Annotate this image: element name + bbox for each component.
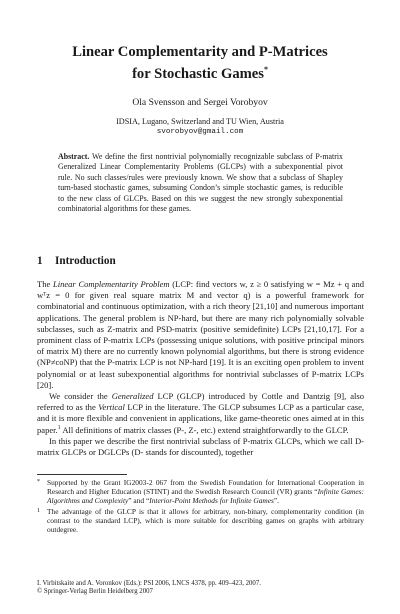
- footnote-rule: [37, 474, 127, 475]
- publication-footer: [37, 580, 364, 597]
- body-text: [37, 279, 364, 458]
- affiliation-block: [0, 117, 400, 137]
- text-run: I. Virbitskaite and A. Voronkov (Eds.): PSI 2006, LNCS 4378, pp. 409–: [37, 580, 233, 587]
- paragraph-2: [37, 391, 364, 436]
- section-number: 1: [37, 255, 43, 267]
- vertical-term: Vertical: [98, 402, 125, 413]
- grant-title: Infinite Games: Algorithms and Complexity: [47, 487, 364, 506]
- text-run: . For a prominent class of P-matrix LCPs (possessing unique solutions, with positive principal minors of matrix M) there are no currently known polynomial algorithms, but there is strong evidence (NP≠coNP) that the P-matrix LCP is not NP-hard: [37, 323, 364, 368]
- text-run: The advantage of the GLCP is that it allows for arbitrary, non-binary, complementarity condition (in contrast to the standard LCP), which is more suitable for describing games on graphs with arbitrary outdegree.: [47, 506, 364, 535]
- lcp-term: Linear Complementarity Problem: [52, 279, 170, 289]
- text-run: .: [51, 379, 54, 390]
- page-range-link[interactable]: 423: [232, 580, 243, 587]
- abstract-label: Abstract.: [58, 152, 90, 161]
- text-run: and numerous important applications. The general problem is NP-hard, but there are many rich polynomially solvable subclasses, such as Z-matrix and PSD-matrix (positive semidefinite) LCPs: [37, 301, 364, 334]
- citation-link[interactable]: [19]: [209, 357, 224, 368]
- publication-info: [37, 580, 364, 588]
- footnote-mark: *: [37, 479, 40, 485]
- paragraph-3: In this paper we describe the first nontrivial subclass of P-matrix GLCPs, which we call D-matrix GLCPs or DGLCPs (D- stands for discounted), together: [37, 435, 364, 458]
- abstract: [58, 152, 343, 214]
- text-run: LCP in the literature. The GLCP subsumes LCP as a particular case, and it is more flexible and convenient in applications, like game-theoretic ones aimed at in this paper.: [37, 402, 364, 435]
- footnotes: [37, 478, 364, 535]
- grant-title: Interior-Point Methods for Infinite Games: [149, 496, 274, 506]
- affiliation: IDSIA, Lugano, Switzerland and TU Wien, Austria: [116, 117, 284, 126]
- abstract-text: We define the first nontrivial polynomially recognizable subclass of P-matrix Generalized Linear Complementarity Problems (GLCPs) with a subexponential pivot rule. No such classes/rules were previously known. We show that a subclass of Shapley turn-based stochastic games, subsuming Condon’s simple stochastic games, is reducible to the new class of GLCPs. Based on this we suggest the new strongly subexponential combinatorial algorithms for these games.: [58, 152, 343, 214]
- glcp-term: Generalized: [111, 391, 154, 402]
- author-list: Ola Svensson and Sergei Vorobyov: [132, 97, 268, 108]
- footnote-2: [37, 507, 364, 535]
- title-line-2: for Stochastic Games: [132, 65, 264, 82]
- text-run: (LCP: find vectors w, z ≥ 0 satisfying w = Mz + q and wᵀz = 0 for given real square matrix M and vector q) is a powerful framework for combinatorial and continuous optimization, with a rich theory: [37, 279, 364, 312]
- citation-link[interactable]: [21,10]: [252, 301, 278, 312]
- section-title: Introduction: [55, 255, 116, 267]
- text-run: , 2007.: [242, 580, 261, 587]
- citation-link[interactable]: [21,10,17]: [304, 323, 340, 334]
- text-run: ” and “: [128, 496, 150, 506]
- paper-title: [0, 44, 400, 83]
- paragraph-1: [37, 279, 364, 391]
- text-run: , also referred to as the: [37, 391, 365, 413]
- footnote-mark: 1: [37, 507, 40, 514]
- citation-link[interactable]: [9]: [334, 391, 345, 402]
- footnote-1: [37, 478, 364, 506]
- text-run: All definitions of matrix classes (P-, Z-, etc.) extend straightforwardly to the GLCP.: [60, 424, 349, 435]
- text-run: Supported by the Grant IG2003-2 067 from the Swedish Foundation for International Cooperation in Research and Higher Education (STINT) and the Swedish Research Council (VR) grants “: [47, 478, 364, 497]
- text-run: The: [37, 279, 53, 289]
- title-line-1: Linear Complementarity and P-Matrices: [72, 44, 328, 60]
- footnote-link[interactable]: 1: [57, 424, 61, 431]
- citation-link[interactable]: [20]: [37, 379, 52, 390]
- text-run: We consider the: [49, 391, 112, 402]
- title-footnote-mark: *: [263, 65, 268, 74]
- section-heading: [37, 255, 116, 267]
- copyright: © Springer-Verlag Berlin Heidelberg 2007: [37, 588, 153, 596]
- text-run: . It is an exciting open problem to invent polynomial or at least subexponential algorithms for nontrivial subclasses of P-matrix LCPs: [37, 357, 364, 379]
- author-email: svorobyov@gmail.com: [156, 128, 244, 136]
- text-run: ”.: [273, 496, 280, 506]
- text-run: LCP (GLCP) introduced by Cottle and Dantzig: [153, 391, 335, 402]
